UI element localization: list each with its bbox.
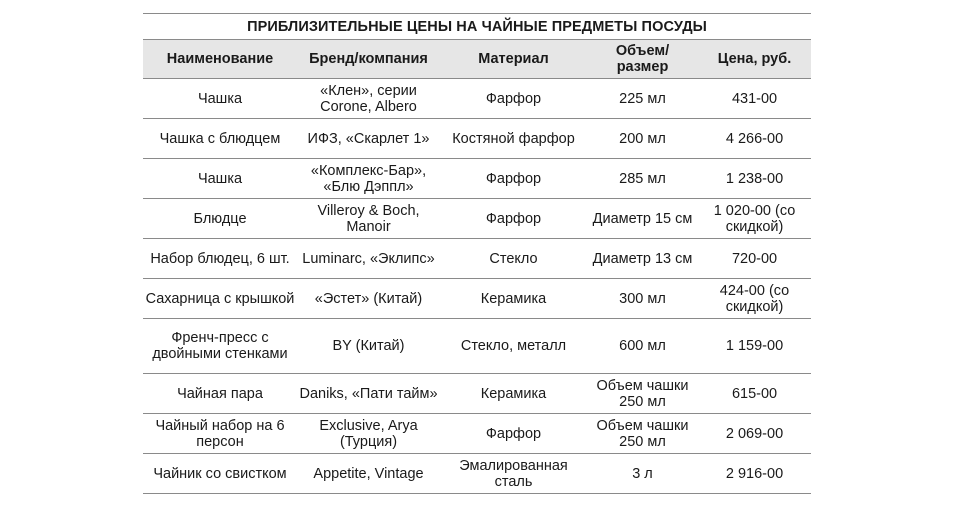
cell-brand: «Эстет» (Китай) (297, 279, 440, 319)
cell-price: 1 020-00 (со скидкой) (698, 199, 811, 239)
cell-material: Стекло (440, 239, 587, 279)
table-row (143, 319, 811, 374)
cell-name: Блюдце (143, 199, 297, 239)
cell-brand: «Клен», серии Corone, Albero (297, 79, 440, 119)
cell-volume: Объем чашки 250 мл (587, 374, 698, 414)
cell-volume: Диаметр 13 см (587, 239, 698, 279)
column-header-price: Цена, руб. (698, 40, 811, 79)
cell-material: Керамика (440, 279, 587, 319)
cell-brand: Daniks, «Пати тайм» (297, 374, 440, 414)
cell-price: 1 159-00 (698, 319, 811, 374)
cell-material: Стекло, металл (440, 319, 587, 374)
table-row (143, 159, 811, 199)
cell-volume: 300 мл (587, 279, 698, 319)
cell-price: 615-00 (698, 374, 811, 414)
cell-material: Керамика (440, 374, 587, 414)
table-row (143, 279, 811, 319)
table-row (143, 454, 811, 494)
column-header-name: Наименование (143, 40, 297, 79)
cell-volume: 200 мл (587, 119, 698, 159)
cell-price: 424-00 (со скидкой) (698, 279, 811, 319)
column-header-brand: Бренд/компания (297, 40, 440, 79)
cell-material: Фарфор (440, 79, 587, 119)
column-header-material: Материал (440, 40, 587, 79)
cell-price: 1 238-00 (698, 159, 811, 199)
cell-volume: 3 л (587, 454, 698, 494)
cell-price: 4 266-00 (698, 119, 811, 159)
cell-volume: 285 мл (587, 159, 698, 199)
cell-material: Эмалированная сталь (440, 454, 587, 494)
price-table (143, 13, 811, 494)
cell-price: 431-00 (698, 79, 811, 119)
cell-brand: «Комплекс-Бар», «Блю Дэппл» (297, 159, 440, 199)
column-header-volume: Объем/ размер (587, 40, 698, 79)
cell-brand: BY (Китай) (297, 319, 440, 374)
cell-brand: ИФЗ, «Скарлет 1» (297, 119, 440, 159)
table-row (143, 239, 811, 279)
cell-name: Чашка с блюдцем (143, 119, 297, 159)
cell-name: Набор блюдец, 6 шт. (143, 239, 297, 279)
cell-brand: Villeroy & Boch, Manoir (297, 199, 440, 239)
cell-price: 2 916-00 (698, 454, 811, 494)
cell-brand: Appetite, Vintage (297, 454, 440, 494)
cell-brand: Exclusive, Arya (Турция) (297, 414, 440, 454)
cell-volume: 225 мл (587, 79, 698, 119)
cell-volume: 600 мл (587, 319, 698, 374)
price-table-container (143, 13, 811, 494)
cell-material: Фарфор (440, 159, 587, 199)
cell-price: 2 069-00 (698, 414, 811, 454)
cell-name: Чайник со свистком (143, 454, 297, 494)
cell-name: Чайная пара (143, 374, 297, 414)
cell-name: Френч-пресс с двойными стенками (143, 319, 297, 374)
table-row (143, 199, 811, 239)
cell-price: 720-00 (698, 239, 811, 279)
table-row (143, 414, 811, 454)
cell-name: Чашка (143, 79, 297, 119)
table-row (143, 119, 811, 159)
cell-material: Фарфор (440, 199, 587, 239)
table-row (143, 79, 811, 119)
table-title: ПРИБЛИЗИТЕЛЬНЫЕ ЦЕНЫ НА ЧАЙНЫЕ ПРЕДМЕТЫ ПОСУДЫ (143, 14, 811, 40)
cell-brand: Luminarc, «Эклипс» (297, 239, 440, 279)
cell-material: Фарфор (440, 414, 587, 454)
table-row (143, 374, 811, 414)
cell-volume: Диаметр 15 см (587, 199, 698, 239)
cell-name: Сахарница с крышкой (143, 279, 297, 319)
cell-volume: Объем чашки 250 мл (587, 414, 698, 454)
table-title-row (143, 14, 811, 40)
cell-material: Костяной фарфор (440, 119, 587, 159)
cell-name: Чайный набор на 6 персон (143, 414, 297, 454)
table-header-row (143, 40, 811, 79)
cell-name: Чашка (143, 159, 297, 199)
